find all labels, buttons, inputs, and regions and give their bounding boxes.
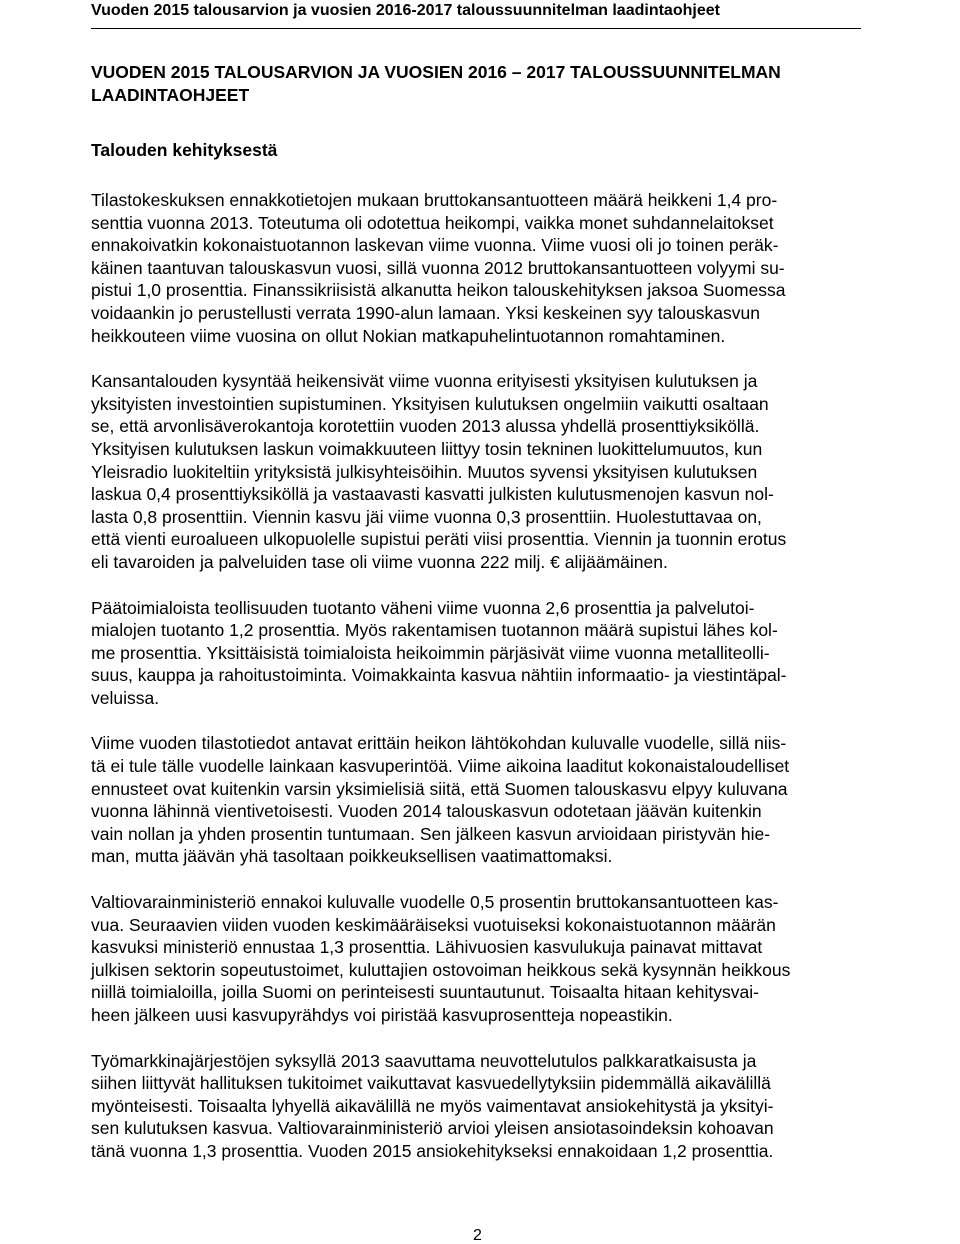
paragraph-ministry-forecast: Valtiovarainministeriö ennakoi kuluvalle vuodelle 0,5 prosentin bruttokansantuotteen kas- vua. Seuraavien viiden vuoden keskimääräiseksi vuotuiseksi kokonaistuotannon määrän kasvuksi ministeriö ennustaa 1,3 prosenttia. Lähivuosien kasvulukuja painavat mittavat julkisen sektorin sopeutustoimet, kuluttajien ostovoiman heikkous sekä kysynnän heikkous niillä toimialoilla, joilla Suomi on perinteisesti suuntautunut. Toisaalta hitaan kehitysvai- heen jälkeen uusi kasvupyrähdys voi piristää kasvuprosentteja nopeastikin. — [91, 892, 791, 1025]
running-header-text: Vuoden 2015 talousarvion ja vuosien 2016-2017 taloussuunnitelman laadintaohjeet — [91, 2, 720, 19]
section-heading: Talouden kehityksestä — [91, 140, 278, 160]
paragraph-outlook: Viime vuoden tilastotiedot antavat erittäin heikon lähtökohdan kuluvalle vuodelle, sillä niis- tä ei tule tälle vuodelle lainkaan kasvuperintöä. Viime aikoina laaditut kokonaistaloudelliset ennusteet ovat kuitenkin varsin yksimielisiä siitä, että Suomen talouskasvu elpyy kuluvana vuonna lähinnä vientivetoisesti. Vuoden 2014 talouskasvun odotetaan jäävän kuitenkin vain nollan ja yhden prosentin tuntumaan. Sen jälkeen kasvun arvioidaan piristyvän hie- man, mutta jäävän yhä tasoltaan poikkeuksellisen vaatimattomaksi. — [91, 733, 790, 867]
document-body — [91, 61, 867, 1163]
paragraph-economic-development: Tilastokeskuksen ennakkotietojen mukaan bruttokansantuotteen määrä heikkeni 1,4 pro- senttia vuonna 2013. Toteutuma oli odotettua heikompi, vaikka monet suhdannelaitokset ennakoivatkin kokonaistuotannon laskevan viime vuonna. Viime vuosi oli jo toinen peräk- käinen taantuvan talouskasvun vuosi, sillä vuonna 2012 bruttokansantuotteen volyymi su- pistui 1,0 prosenttia. Finanssikriisistä alkanutta heikon talouskehityksen jaksoa Suomessa voidaankin jo perustellusti verrata 1990-alun lamaan. Yksi keskeinen syy talouskasvun heikkouteen viime vuosina on ollut Nokian matkapuhelintuotannon romahtaminen. — [91, 190, 786, 346]
running-header — [0, 0, 960, 22]
header-rule — [91, 28, 861, 29]
paragraph-labour-market: Työmarkkinajärjestöjen syksyllä 2013 saavuttama neuvottelutulos palkkaratkaisusta ja siihen liittyvät hallituksen tukitoimet vaikuttavat kasvuedellytyksiin pidemmällä aikavälillä myönteisesti. Toisaalta lyhyellä aikavälillä ne myös vaimentavat ansiokehitystä ja yksityi- sen kulutuksen kasvua. Valtiovarainministeriö arvioi yleisen ansiotasoindeksin kohoavan tänä vuonna 1,3 prosenttia. Vuoden 2015 ansiokehitykseksi ennakoidaan 1,2 prosenttia. — [91, 1050, 774, 1161]
paragraph-domestic-demand: Kansantalouden kysyntää heikensivät viime vuonna erityisesti yksityisen kulutuksen ja yksityisten investointien supistuminen. Yksityisen kulutuksen ongelmiin vaikutti osaltaan se, että arvonlisäverokantoja korotettiin vuoden 2013 alussa yhdellä prosenttiyksiköllä. Yksityisen kulutuksen laskun voimakkuuteen liittyy tosin tekninen luokittelumuutos, kun Yleisradio luokiteltiin yrityksistä julkisyhteisöihin. Muutos syvensi yksityisen kulutuksen laskua 0,4 prosenttiyksiköllä ja vastaavasti kasvatti julkisten kulutusmenojen kasvun nol- lasta 0,8 prosenttiin. Viennin kasvu jäi viime vuonna 0,3 prosenttiin. Huolestuttavaa on, että vienti euroalueen ulkopuolelle supistui peräti viisi prosenttia. Viennin ja tuonnin erotus eli tavaroiden ja palveluiden tase oli viime vuonna 222 milj. € alijäämäinen. — [91, 371, 787, 572]
paragraph-industries: Päätoimialoista teollisuuden tuotanto väheni viime vuonna 2,6 prosenttia ja palvelutoi- mialojen tuotanto 1,2 prosenttia. Myös rakentamisen tuotannon määrä supistui lähes kol- me prosenttia. Yksittäisistä toimialoista heikoimmin pärjäsivät viime vuonna metalliteolli- suus, kauppa ja rahoitustoiminta. Voimakkainta kasvua nähtiin informaatio- ja viestintäpal- veluissa. — [91, 597, 787, 708]
document-title: VUODEN 2015 TALOUSARVION JA VUOSIEN 2016 – 2017 TALOUSSUUNNITELMAN LAADINTAOHJEET — [91, 62, 781, 105]
page-number-text: 2 — [473, 1227, 482, 1244]
